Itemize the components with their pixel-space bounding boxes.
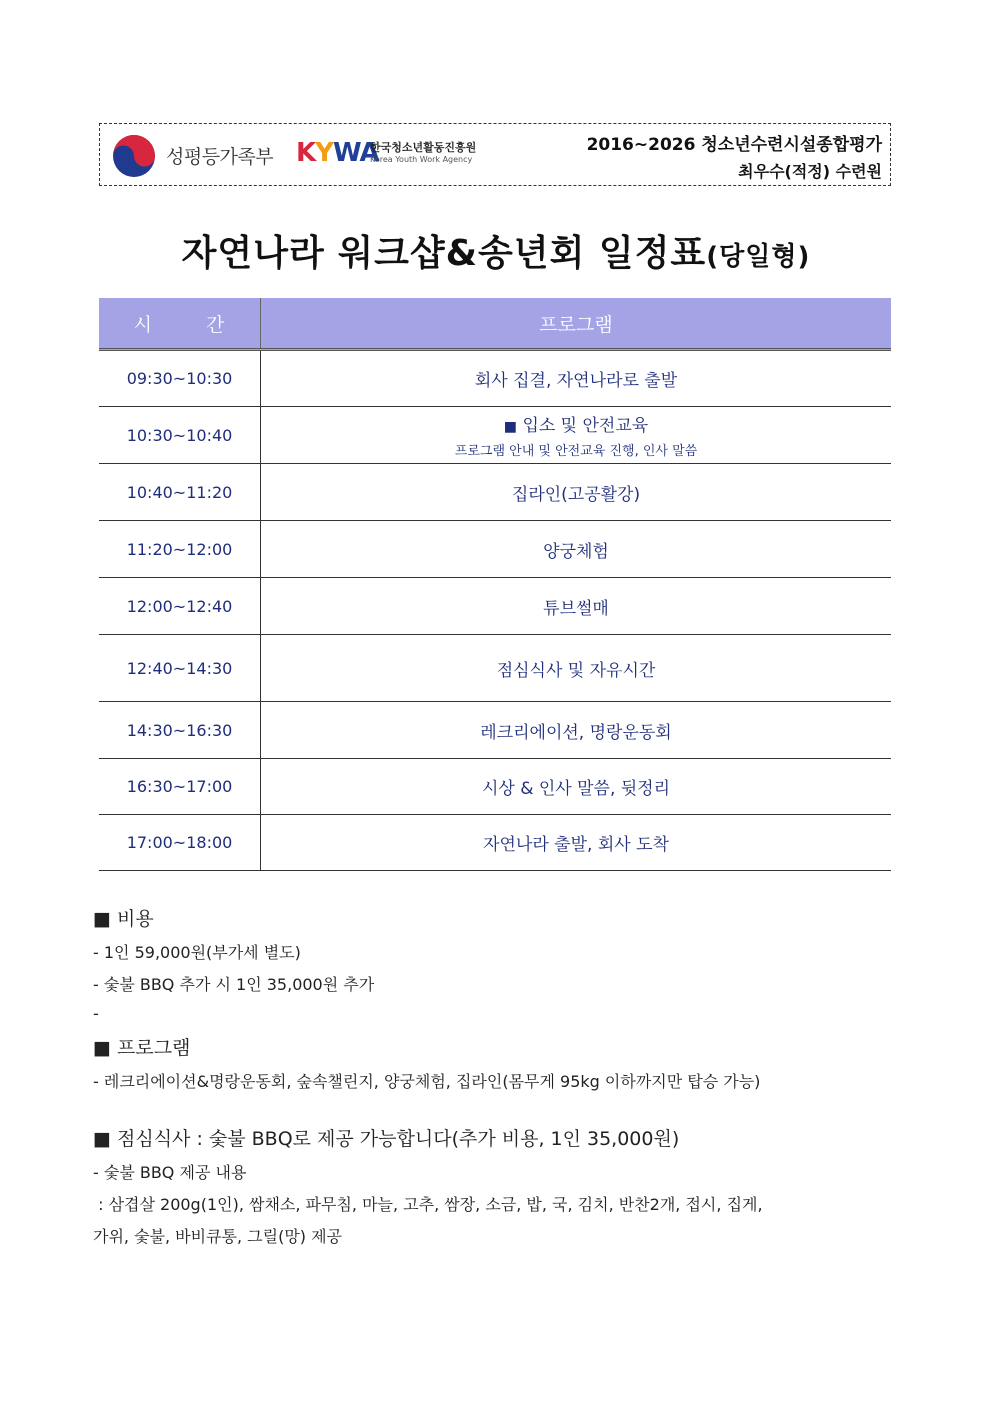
row-time: 17:00~18:00 <box>99 815 261 871</box>
evaluation-title: 2016~2026 청소년수련시설종합평가 <box>586 135 882 155</box>
ministry-name: 성평등가족부 <box>166 146 274 168</box>
lunch-line: - 숯불 BBQ 제공 내용 <box>93 1163 247 1182</box>
square-bullet-icon: ■ <box>503 419 518 435</box>
row-program: 튜브썰매 <box>261 578 892 635</box>
row-time: 12:00~12:40 <box>99 578 261 635</box>
table-row <box>99 759 891 815</box>
row-program-title: 입소 및 안전교육 <box>522 416 649 436</box>
document-title <box>0 225 992 276</box>
row-program: 점심식사 및 자유시간 <box>261 635 892 702</box>
row-time: 09:30~10:30 <box>99 350 261 407</box>
table-row <box>99 702 891 759</box>
cost-line: - 1인 59,000원(부가세 별도) <box>93 943 301 962</box>
government-emblem-icon <box>112 134 156 178</box>
schedule-table <box>99 298 891 871</box>
table-header-row <box>99 298 891 350</box>
lunch-line: : 삼겹살 200g(1인), 쌈채소, 파무침, 마늘, 고추, 쌈장, 소금, 밥, 국, 김치, 반찬2개, 접시, 집게, <box>93 1195 763 1214</box>
evaluation-grade: 최우수(적정) 수련원 <box>738 162 882 181</box>
row-time: 10:30~10:40 <box>99 407 261 464</box>
program-line: - 레크리에이션&명랑운동회, 숲속챌린지, 양궁체험, 집라인(몸무게 95kg 이하까지만 탑승 가능) <box>93 1072 761 1091</box>
row-program: 양궁체험 <box>261 521 892 578</box>
row-time: 14:30~16:30 <box>99 702 261 759</box>
table-row <box>99 350 891 407</box>
row-time: 16:30~17:00 <box>99 759 261 815</box>
table-row <box>99 464 891 521</box>
row-program: 레크리에이션, 명랑운동회 <box>261 702 892 759</box>
header-time: 시 간 <box>99 298 261 350</box>
header-box <box>99 123 891 186</box>
row-program: 회사 집결, 자연나라로 출발 <box>261 350 892 407</box>
table-row <box>99 407 891 464</box>
kywa-name-en: Korea Youth Work Agency <box>370 155 473 164</box>
kywa-name <box>370 142 476 166</box>
table-row <box>99 521 891 578</box>
cost-heading: ■ 비용 <box>93 908 154 930</box>
table-row <box>99 578 891 635</box>
kywa-logo: KYWA <box>296 138 379 168</box>
kywa-name-ko: 한국청소년활동진흥원 <box>370 141 477 154</box>
table-row <box>99 815 891 871</box>
lunch-heading: ■ 점심식사 : 숯불 BBQ로 제공 가능합니다(추가 비용, 1인 35,000원) <box>93 1128 680 1150</box>
row-program <box>261 407 892 464</box>
row-time: 10:40~11:20 <box>99 464 261 521</box>
program-heading: ■ 프로그램 <box>93 1037 191 1059</box>
table-row <box>99 635 891 702</box>
lunch-line: 가위, 숯불, 바비큐통, 그릴(망) 제공 <box>93 1227 343 1246</box>
title-main: 자연나라 워크샵&송년회 일정표 <box>181 233 707 274</box>
row-program-detail: 프로그램 안내 및 안전교육 진행, 인사 말씀 <box>454 444 698 459</box>
notes-section <box>93 898 913 1247</box>
row-program: 시상 & 인사 말씀, 뒷정리 <box>261 759 892 815</box>
title-sub: (당일형) <box>706 242 811 272</box>
cost-line: - <box>93 1004 99 1023</box>
row-time: 12:40~14:30 <box>99 635 261 702</box>
header-program: 프로그램 <box>261 298 892 350</box>
row-time: 11:20~12:00 <box>99 521 261 578</box>
row-program: 자연나라 출발, 회사 도착 <box>261 815 892 871</box>
cost-line: - 숯불 BBQ 추가 시 1인 35,000원 추가 <box>93 975 375 994</box>
row-program: 집라인(고공활강) <box>261 464 892 521</box>
